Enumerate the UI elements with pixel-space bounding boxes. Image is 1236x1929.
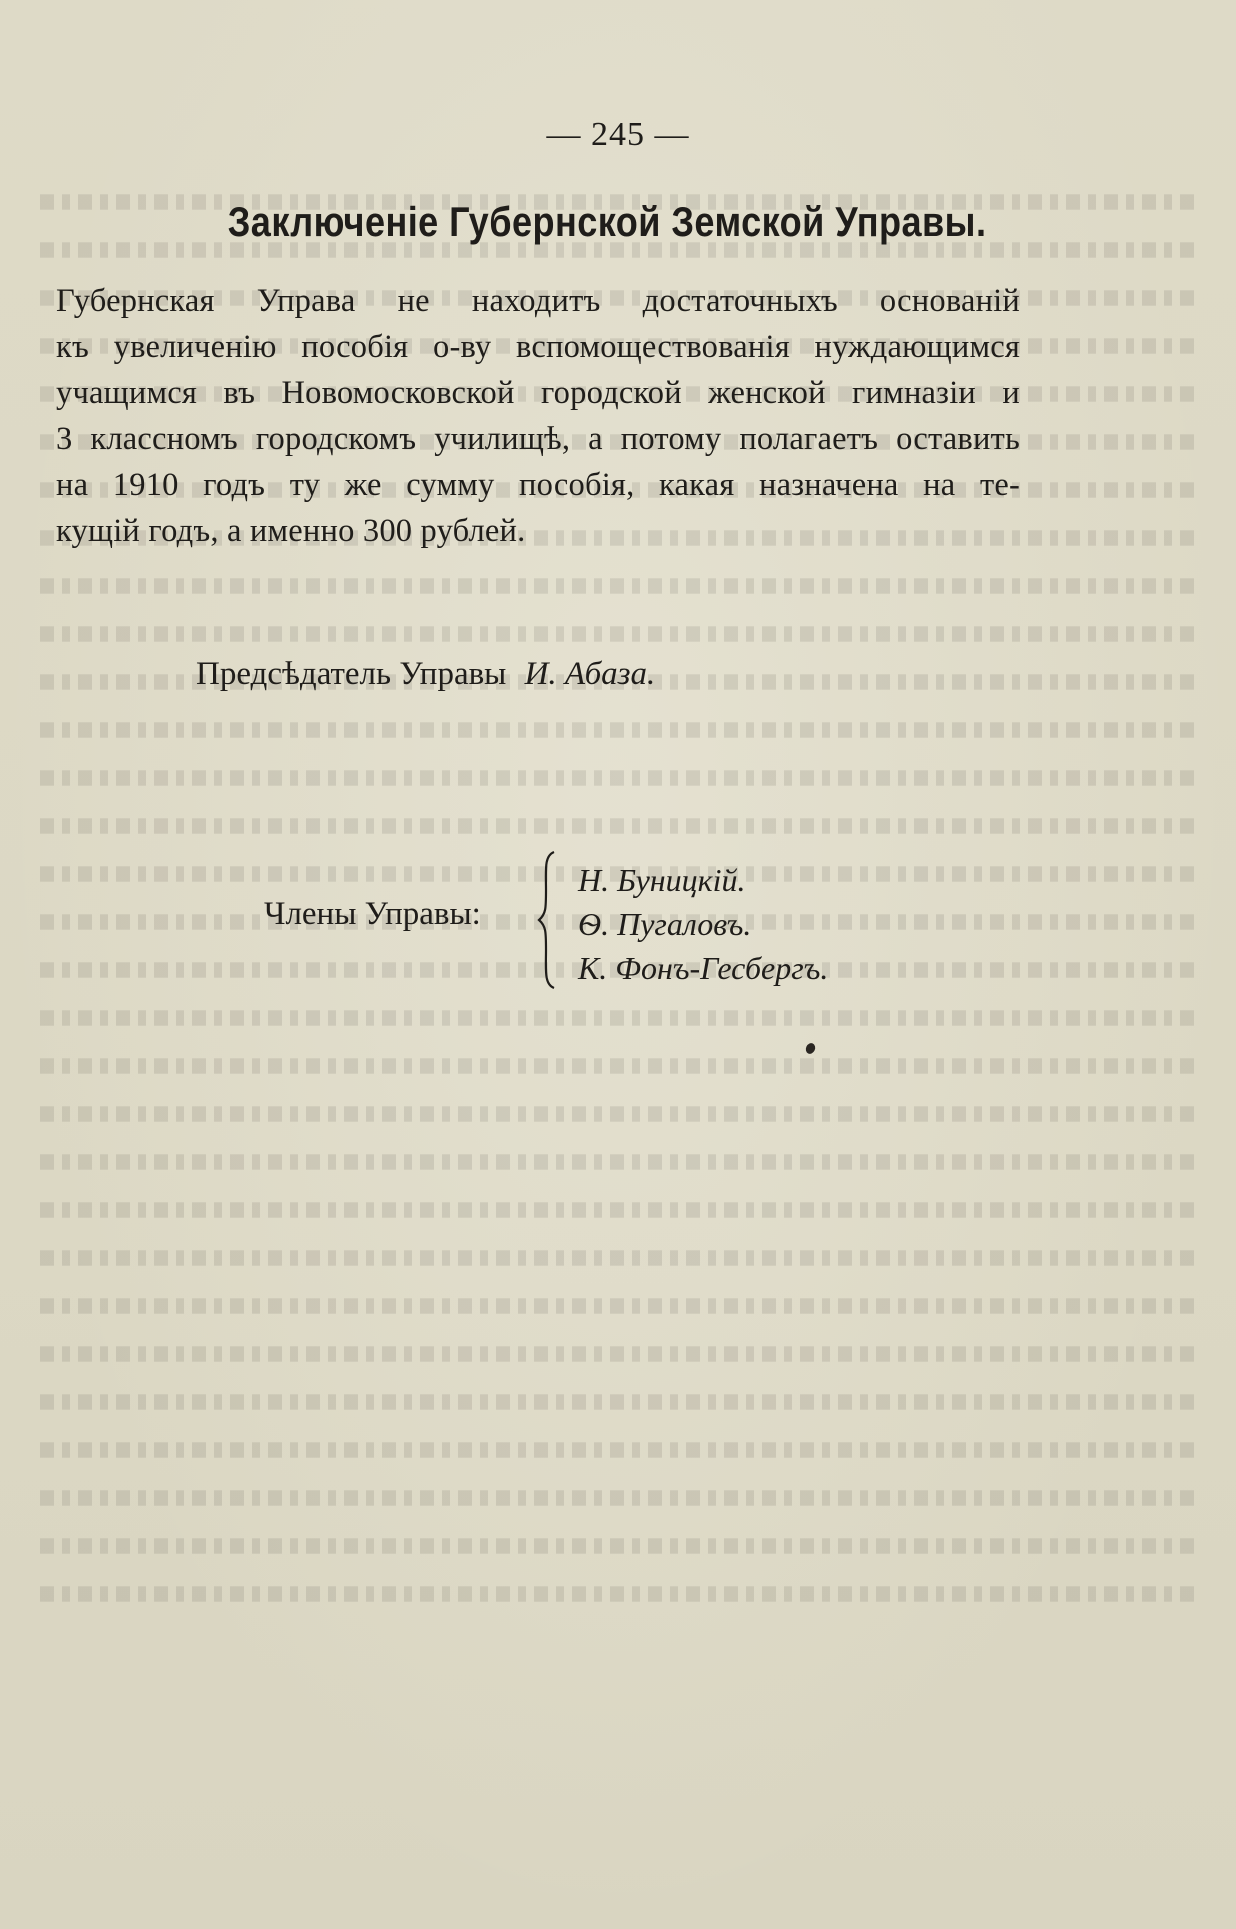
- member-name: К. Фонъ-Гесбергъ.: [578, 950, 829, 986]
- member-name: Н. Буницкій.: [578, 862, 746, 898]
- ink-spot: [804, 1042, 817, 1056]
- members-list: [578, 858, 828, 990]
- body-line: къ увеличенію пособія о-ву вспомоществованія нуждающимся: [56, 329, 1020, 365]
- body-line: Губернская Управа не находитъ достаточныхъ основаній: [56, 283, 1020, 319]
- body-line: 3 классномъ городскомъ училищѣ, а потому полагаетъ оставить: [56, 421, 1020, 457]
- section-heading: Заключеніе Губернской Земской Управы.: [227, 198, 987, 245]
- body-line: на 1910 годъ ту же сумму пособія, какая назначена на те-: [56, 467, 1020, 503]
- body-paragraph: [56, 278, 1020, 554]
- chairman-label: Предсѣдатель Управы: [196, 656, 507, 692]
- member-name: Ѳ. Пугаловъ.: [578, 906, 752, 942]
- chairman-signature: [196, 656, 655, 693]
- chairman-name: И. Абаза.: [524, 656, 656, 692]
- body-line: учащимся въ Новомосковской городской женской гимназіи и: [56, 375, 1020, 411]
- members-label: Члены Управы:: [264, 896, 481, 932]
- curly-brace-icon: [536, 850, 560, 990]
- body-line: кущій годъ, а именно 300 рублей.: [56, 513, 526, 549]
- page-number: — 245 —: [546, 116, 690, 153]
